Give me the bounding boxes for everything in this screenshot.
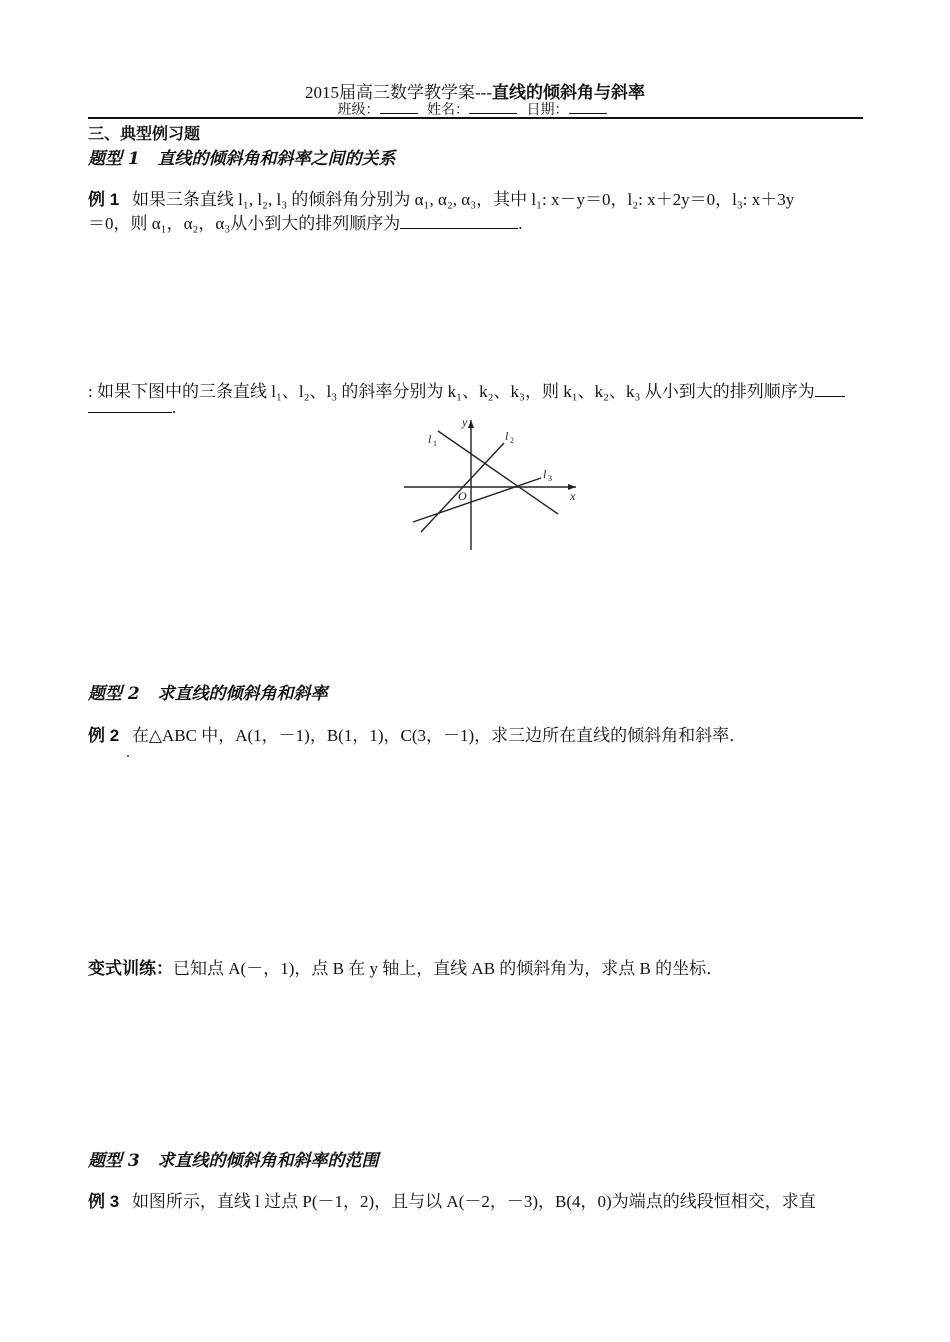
example-3-text: 如图所示，直线 l 过点 P(－1，2)，且与以 A(－2，－3)，B(4，0)为端点的线段恒相交，求直 xyxy=(131,1192,816,1211)
lines-figure xyxy=(404,410,584,552)
topic-2-text: 求直线的倾斜角和斜率 xyxy=(157,684,328,704)
class-label: 班级： xyxy=(337,103,380,118)
x-axis-label: x xyxy=(570,489,576,503)
line-l1 xyxy=(438,431,558,514)
variant-2-text: 已知点 A(－，1)，点 B 在 y 轴上，直线 AB 的倾斜角为，求点 B 的坐标． xyxy=(173,959,724,978)
topic-1-heading xyxy=(88,144,396,169)
l1-label: l xyxy=(428,432,432,446)
l2-sub: 2 xyxy=(510,436,514,445)
topic-2-heading xyxy=(88,679,328,704)
date-blank[interactable] xyxy=(569,100,607,114)
title-prefix: 2015届高三数学教学案--- xyxy=(305,83,492,102)
l2-label: l xyxy=(505,429,509,443)
variant-1-answer-blank-1[interactable] xyxy=(815,382,845,397)
variant-1-answer-blank-2[interactable] xyxy=(88,398,172,413)
date-label: 日期： xyxy=(526,103,569,118)
variant-2-line xyxy=(88,954,723,979)
student-info-line xyxy=(0,99,950,119)
y-axis-arrow xyxy=(468,420,474,428)
topic-2-label: 题型 2 xyxy=(88,684,140,704)
topic-1-label: 题型 1 xyxy=(88,149,140,169)
example-1-label: 例 1 xyxy=(88,190,120,209)
y-axis-label: y xyxy=(462,415,468,429)
topic-3-label: 题型 3 xyxy=(88,1151,140,1171)
l1-sub: 1 xyxy=(433,439,437,448)
example-1-line-2 xyxy=(88,209,523,234)
line-l3 xyxy=(413,478,541,522)
example-1-line-1 xyxy=(88,185,794,210)
variant-1-period: . xyxy=(172,398,177,417)
example-2-line xyxy=(88,721,746,746)
title-main: 直线的倾斜角与斜率 xyxy=(491,83,645,102)
example-1-text-1: 如果三条直线 l₁, l₂, l₃ 的倾斜角分别为 α₁, α₂, α₃，其中 l₁: x－y＝0，l₂: x＋2y＝0，l₃: x＋3y xyxy=(131,190,795,209)
example-1-period: . xyxy=(518,214,523,233)
topic-1-text: 直线的倾斜角和斜率之间的关系 xyxy=(157,149,396,169)
class-blank[interactable] xyxy=(380,100,418,114)
variant-2-label: 变式训练： xyxy=(88,959,173,978)
section-heading: 三、典型例习题 xyxy=(88,126,201,143)
example-3-line xyxy=(88,1187,816,1212)
example-1-answer-blank[interactable] xyxy=(400,214,518,229)
variant-1-line-2 xyxy=(88,398,176,418)
variant-1-text: : 如果下图中的三条直线 l₁、l₂、l₃ 的斜率分别为 k₁、k₂、k₃，则 k₁、k₂、k₃ 从小到大的排列顺序为 xyxy=(88,382,815,401)
l3-sub: 3 xyxy=(548,474,552,483)
l3-label: l xyxy=(543,467,547,481)
name-blank[interactable] xyxy=(469,100,517,114)
origin-label: O xyxy=(458,489,467,503)
example-3-label: 例 3 xyxy=(88,1192,120,1211)
variant-1-line-1 xyxy=(88,377,845,402)
example-2-label: 例 2 xyxy=(88,726,120,745)
topic-3-heading xyxy=(88,1146,379,1171)
name-label: 姓名： xyxy=(427,103,469,118)
example-1-text-2: ＝0，则 α₁，α₂，α₃从小到大的排列顺序为 xyxy=(88,214,401,233)
example-2-dot: . xyxy=(126,744,130,761)
header-divider xyxy=(88,117,863,119)
example-2-text: 在△ABC 中，A(1，－1)，B(1，1)，C(3，－1)，求三边所在直线的倾斜角和斜率． xyxy=(131,726,747,745)
topic-3-text: 求直线的倾斜角和斜率的范围 xyxy=(157,1151,379,1171)
